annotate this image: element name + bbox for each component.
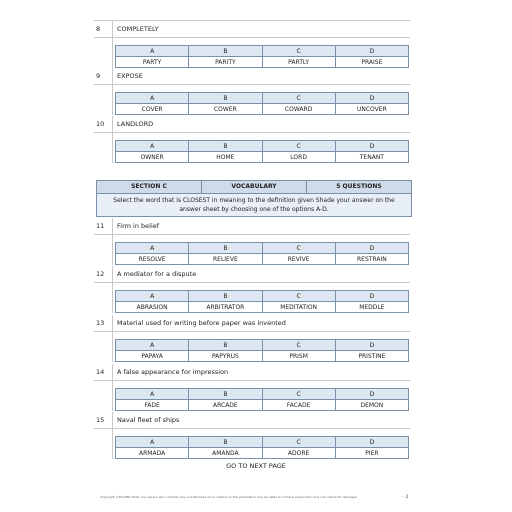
option-letter-b: B <box>189 291 262 302</box>
option-d: UNCOVER <box>335 104 408 115</box>
option-letter-a: A <box>116 46 189 57</box>
option-d: DEMON <box>335 400 408 411</box>
option-c: FACADE <box>262 400 335 411</box>
option-letter-a: A <box>116 93 189 104</box>
copyright-footer: Copyright ©PlusSFR 2024. Any person who commits any unauthorised act in relation to this publication may be liable to criminal prosecution and civil claims for damages. <box>100 495 358 499</box>
question-number: 15 <box>94 412 113 428</box>
option-letter-c: C <box>262 389 335 400</box>
option-letter-b: B <box>189 437 262 448</box>
option-letter-b: B <box>189 141 262 152</box>
question-number: 8 <box>94 21 113 37</box>
option-letter-a: A <box>116 291 189 302</box>
options-table <box>115 388 409 411</box>
option-a: OWNER <box>116 152 189 163</box>
option-b: COWER <box>189 104 262 115</box>
option-c: REVIVE <box>262 254 335 265</box>
question-number: 13 <box>94 315 113 331</box>
option-letter-d: D <box>335 46 408 57</box>
option-b: PARITY <box>189 57 262 68</box>
option-letter-c: C <box>262 141 335 152</box>
option-letter-d: D <box>335 437 408 448</box>
question-number: 9 <box>94 68 113 84</box>
option-b: PAPYRUS <box>189 351 262 362</box>
section-title: VOCABULARY <box>202 181 307 193</box>
question-8 <box>94 21 410 68</box>
option-c: COWARD <box>262 104 335 115</box>
option-letter-b: B <box>189 389 262 400</box>
section-label: SECTION C <box>97 181 202 193</box>
option-a: FADE <box>116 400 189 411</box>
option-letter-a: A <box>116 243 189 254</box>
section-count: 5 QUESTIONS <box>336 183 382 190</box>
option-d: PRISTINE <box>335 351 408 362</box>
question-number: 12 <box>94 266 113 282</box>
option-c: MEDITATION <box>262 302 335 313</box>
option-a: COVER <box>116 104 189 115</box>
options-table <box>115 92 409 115</box>
option-d: PIER <box>335 448 408 459</box>
page-number: - 2 <box>403 494 409 499</box>
option-a: PARTY <box>116 57 189 68</box>
option-letter-a: A <box>116 141 189 152</box>
option-letter-a: A <box>116 437 189 448</box>
option-b: HOME <box>189 152 262 163</box>
next-page-label: GO TO NEXT PAGE <box>226 462 286 470</box>
option-d: PRAISE <box>335 57 408 68</box>
options-table <box>115 140 409 163</box>
option-b: ARCADE <box>189 400 262 411</box>
option-b: AMANDA <box>189 448 262 459</box>
question-prompt: Material used for writing before paper was invented <box>117 319 286 327</box>
question-prompt: Naval fleet of ships <box>117 416 180 424</box>
option-letter-d: D <box>335 141 408 152</box>
option-letter-c: C <box>262 93 335 104</box>
option-letter-d: D <box>335 243 408 254</box>
option-a: ABRASION <box>116 302 189 313</box>
option-letter-a: A <box>116 340 189 351</box>
option-letter-d: D <box>335 291 408 302</box>
section-header <box>96 180 412 217</box>
options-table <box>115 290 409 313</box>
option-c: PRISM <box>262 351 335 362</box>
option-letter-c: C <box>262 291 335 302</box>
option-letter-b: B <box>189 243 262 254</box>
question-13 <box>94 315 410 362</box>
option-letter-a: A <box>116 389 189 400</box>
option-c: ADORE <box>262 448 335 459</box>
option-letter-b: B <box>189 340 262 351</box>
option-b: RELIEVE <box>189 254 262 265</box>
option-a: ARMADA <box>116 448 189 459</box>
options-table <box>115 45 409 68</box>
question-prompt: EXPOSE <box>117 72 143 80</box>
question-14 <box>94 364 410 411</box>
question-11 <box>94 218 410 265</box>
question-prompt: COMPLETELY <box>117 25 159 33</box>
option-a: PAPAYA <box>116 351 189 362</box>
option-letter-c: C <box>262 437 335 448</box>
option-letter-d: D <box>335 389 408 400</box>
options-table <box>115 339 409 362</box>
options-table <box>115 436 409 459</box>
option-letter-b: B <box>189 46 262 57</box>
question-9 <box>94 68 410 115</box>
option-letter-d: D <box>335 340 408 351</box>
question-number: 11 <box>94 218 113 234</box>
question-prompt: LANDLORD <box>117 120 154 128</box>
option-d: TENANT <box>335 152 408 163</box>
options-table <box>115 242 409 265</box>
option-d: MEDDLE <box>335 302 408 313</box>
option-letter-c: C <box>262 46 335 57</box>
section-instruction: Select the word that is CLOSEST in meaning to the definition given Shade your answer on the answer sheet by choosing one of the options A-D. <box>97 193 411 216</box>
question-prompt: A false appearance for impression <box>117 368 229 376</box>
question-prompt: A mediator for a dispute <box>117 270 197 278</box>
question-10 <box>94 116 410 163</box>
option-c: LORD <box>262 152 335 163</box>
option-c: PARTLY <box>262 57 335 68</box>
question-number: 10 <box>94 116 113 132</box>
option-letter-d: D <box>335 93 408 104</box>
question-number: 14 <box>94 364 113 380</box>
question-12 <box>94 266 410 313</box>
option-a: RESOLVE <box>116 254 189 265</box>
option-letter-c: C <box>262 340 335 351</box>
option-d: RESTRAIN <box>335 254 408 265</box>
option-letter-c: C <box>262 243 335 254</box>
option-b: ARBITRATOR <box>189 302 262 313</box>
option-letter-b: B <box>189 93 262 104</box>
question-prompt: Firm in belief <box>117 222 160 230</box>
question-15 <box>94 412 410 459</box>
